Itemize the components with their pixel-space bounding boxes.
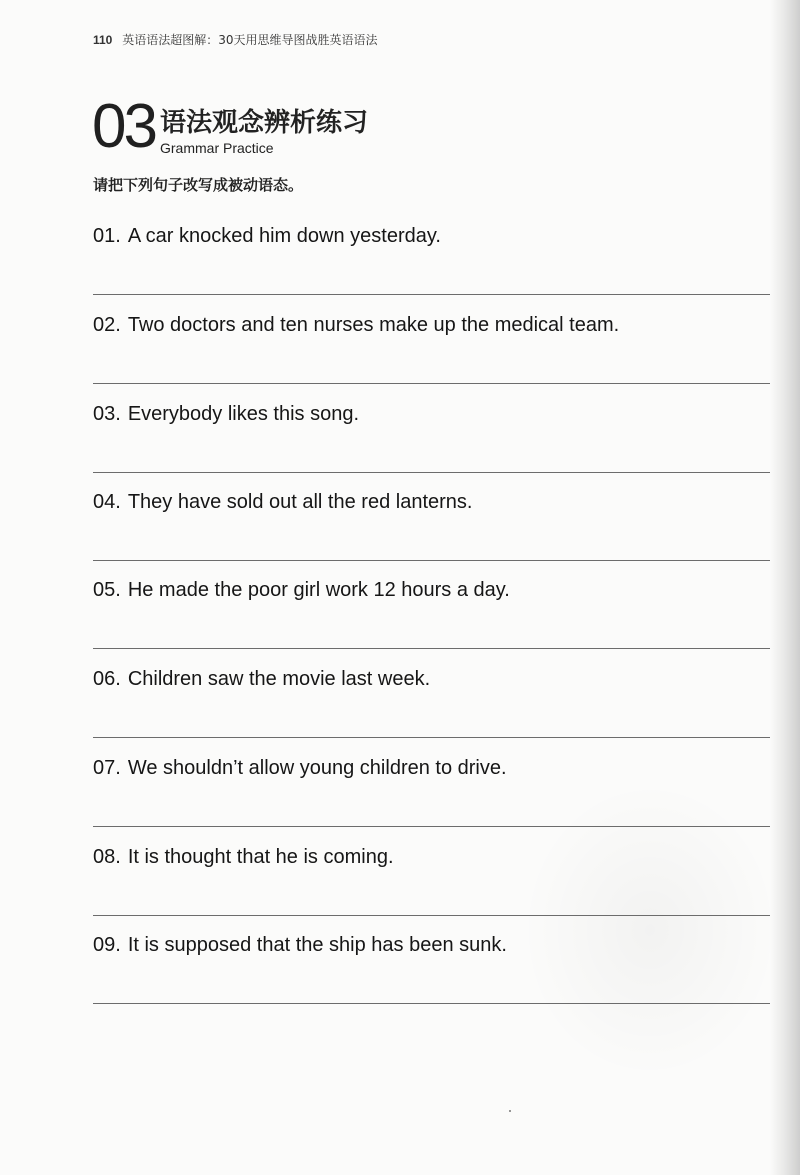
exercise-number: 03. (93, 403, 121, 425)
section-subtitle: Grammar Practice (160, 140, 274, 156)
section-number: 03 (92, 92, 155, 161)
exercise-question (93, 756, 507, 780)
exercise-sentence: It is thought that he is coming. (127, 846, 394, 868)
exercise-sentence: Everybody likes this song. (127, 403, 360, 425)
exercise-number: 02. (93, 314, 121, 336)
exercise-number: 06. (93, 668, 121, 690)
answer-line[interactable] (93, 737, 770, 738)
exercise-number: 04. (93, 491, 121, 513)
exercise-item-05 (93, 578, 770, 667)
exercise-sentence: He made the poor girl work 12 hours a day. (127, 579, 510, 601)
exercise-question (93, 667, 430, 691)
exercise-question (93, 845, 394, 869)
exercise-item-07 (93, 756, 770, 845)
exercise-item-02 (93, 313, 770, 402)
exercise-question (93, 490, 472, 514)
running-header (93, 31, 377, 48)
exercise-number: 09. (93, 934, 121, 956)
exercise-question (93, 402, 359, 426)
exercise-item-03 (93, 402, 770, 491)
exercise-item-09 (93, 933, 770, 1022)
exercise-sentence: Children saw the movie last week. (127, 668, 431, 690)
exercise-number: 07. (93, 757, 121, 779)
exercise-number: 01. (93, 225, 121, 247)
page-number: 110 (93, 33, 113, 47)
answer-line[interactable] (93, 472, 770, 473)
exercise-question (93, 578, 510, 602)
instruction-text: 请把下列句子改写成被动语态。 (93, 176, 304, 194)
exercise-question (93, 933, 507, 957)
paper-speck (509, 1110, 511, 1112)
answer-line[interactable] (93, 294, 770, 295)
exercise-number: 08. (93, 846, 121, 868)
section-title: 语法观念辨析练习 (160, 108, 369, 138)
answer-line[interactable] (93, 826, 770, 827)
exercise-question (93, 224, 441, 248)
exercise-sentence: We shouldn’t allow young children to drive. (127, 757, 507, 779)
exercise-question (93, 313, 619, 337)
exercise-item-08 (93, 845, 770, 934)
exercise-sentence: A car knocked him down yesterday. (127, 225, 441, 247)
answer-line[interactable] (93, 648, 770, 649)
exercise-number: 05. (93, 579, 121, 601)
book-title: 英语语法超图解：30天用思维导图战胜英语语法 (122, 33, 378, 47)
exercise-item-01 (93, 224, 770, 313)
exercise-item-06 (93, 667, 770, 756)
exercise-sentence: Two doctors and ten nurses make up the medical team. (127, 314, 620, 336)
answer-line[interactable] (93, 383, 770, 384)
answer-line[interactable] (93, 560, 770, 561)
answer-line[interactable] (93, 1003, 770, 1004)
exercise-sentence: They have sold out all the red lanterns. (127, 491, 473, 513)
exercise-sentence: It is supposed that the ship has been sunk. (127, 934, 507, 956)
exercise-item-04 (93, 490, 770, 579)
answer-line[interactable] (93, 915, 770, 916)
